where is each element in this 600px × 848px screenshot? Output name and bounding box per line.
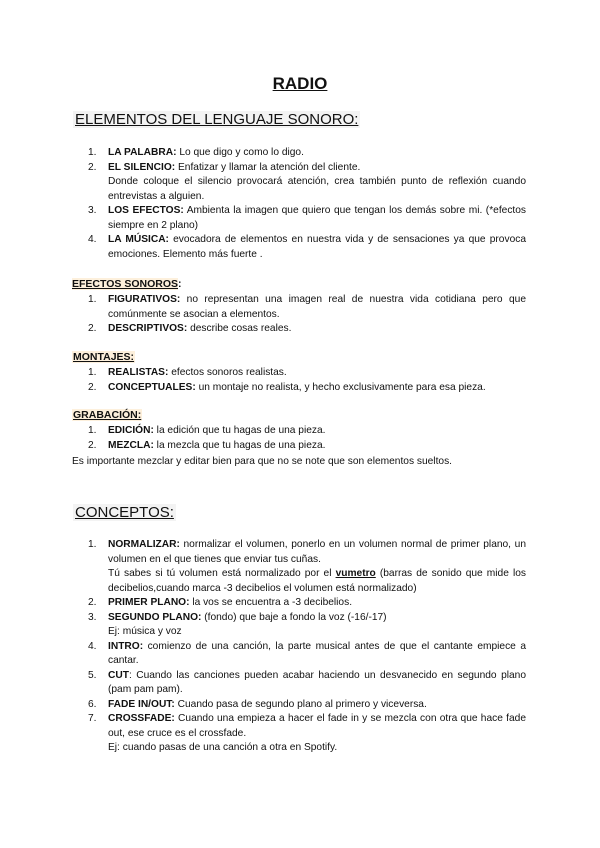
list-montajes	[0, 366, 600, 395]
list-item: 3. SEGUNDO PLANO: (fondo) que baje a fondo la voz (-16/-17) Ej: música y voz	[88, 611, 387, 637]
heading-conceptos: CONCEPTOS:	[75, 504, 174, 521]
list-grabacion	[0, 424, 600, 453]
list-elementos	[0, 146, 600, 262]
page-title: RADIO	[272, 74, 328, 93]
list-item: 7. CROSSFADE: Cuando una empieza a hacer el fade in y se mezcla con otra que hace fade out, ese cruce es el crossfade. Ej: cuando pasas de una canción a otra en Spotify.	[88, 713, 526, 753]
list-item: 1. REALISTAS: efectos sonoros realistas.	[88, 367, 287, 378]
list-item: 2. EL SILENCIO: Enfatizar y llamar la atención del cliente. Donde coloque el silencio provocará atención, crea también punto de reflexión cuando entrevistas a alguien.	[88, 161, 526, 202]
list-item: 2. CONCEPTUALES: un montaje no realista, y hecho exclusivamente para esa pieza.	[88, 381, 486, 393]
list-item: 2. PRIMER PLANO: la vos se encuentra a -3 decibelios.	[88, 597, 353, 608]
vumetro-term: vumetro	[335, 568, 376, 579]
heading-efectos: EFECTOS SONOROS:	[72, 278, 182, 290]
heading-montajes: MONTAJES:	[73, 351, 135, 363]
list-conceptos	[0, 538, 600, 756]
list-efectos	[0, 293, 600, 337]
list-item: 2. DESCRIPTIVOS: describe cosas reales.	[88, 323, 292, 334]
list-item: 5. CUT: Cuando las canciones pueden acabar haciendo un desvanecido en segundo plano (pam pam pam).	[88, 669, 526, 695]
list-item: 4. LA MÚSICA: evocadora de elementos en nuestra vida y de sensaciones ya que provoca emociones. Elemento más fuerte .	[88, 234, 526, 260]
heading-grabacion: GRABACIÓN:	[73, 409, 142, 421]
heading-elementos: ELEMENTOS DEL LENGUAJE SONORO:	[75, 111, 359, 128]
list-item: 3. LOS EFECTOS: Ambienta la imagen que quiero que tengan los demás sobre mi. (*efectos siempre en 2 plano)	[88, 205, 527, 231]
list-item: 2. MEZCLA: la mezcla que tu hagas de una pieza.	[88, 439, 326, 451]
list-item: 4. INTRO: comienzo de una canción, la parte musical antes de que el cantante empiece a cantar.	[88, 640, 526, 666]
list-item: 6. FADE IN/OUT: Cuando pasa de segundo plano al primero y viceversa.	[88, 698, 427, 710]
grabacion-note: Es importante mezclar y editar bien para que no se note que son elementos sueltos.	[72, 456, 452, 467]
list-item: 1. FIGURATIVOS: no representan una imagen real de nuestra vida cotidiana pero que comúnmente se asocian a elementos.	[88, 294, 526, 320]
list-item: 1. EDICIÓN: la edición que tu hagas de una pieza.	[88, 425, 326, 436]
list-item: 1. NORMALIZAR: normalizar el volumen, ponerlo en un volumen normal de primer plano, un volumen en el que tienes que enviar tus cuñas. Tú sabes si tú volumen está normalizado por el vumetro (barras de sonido que mide los decibelios,cuando marca -3 decibelios el volumen está normalizado)	[88, 539, 526, 594]
list-item: 1. LA PALABRA: Lo que digo y como lo digo.	[88, 147, 304, 158]
